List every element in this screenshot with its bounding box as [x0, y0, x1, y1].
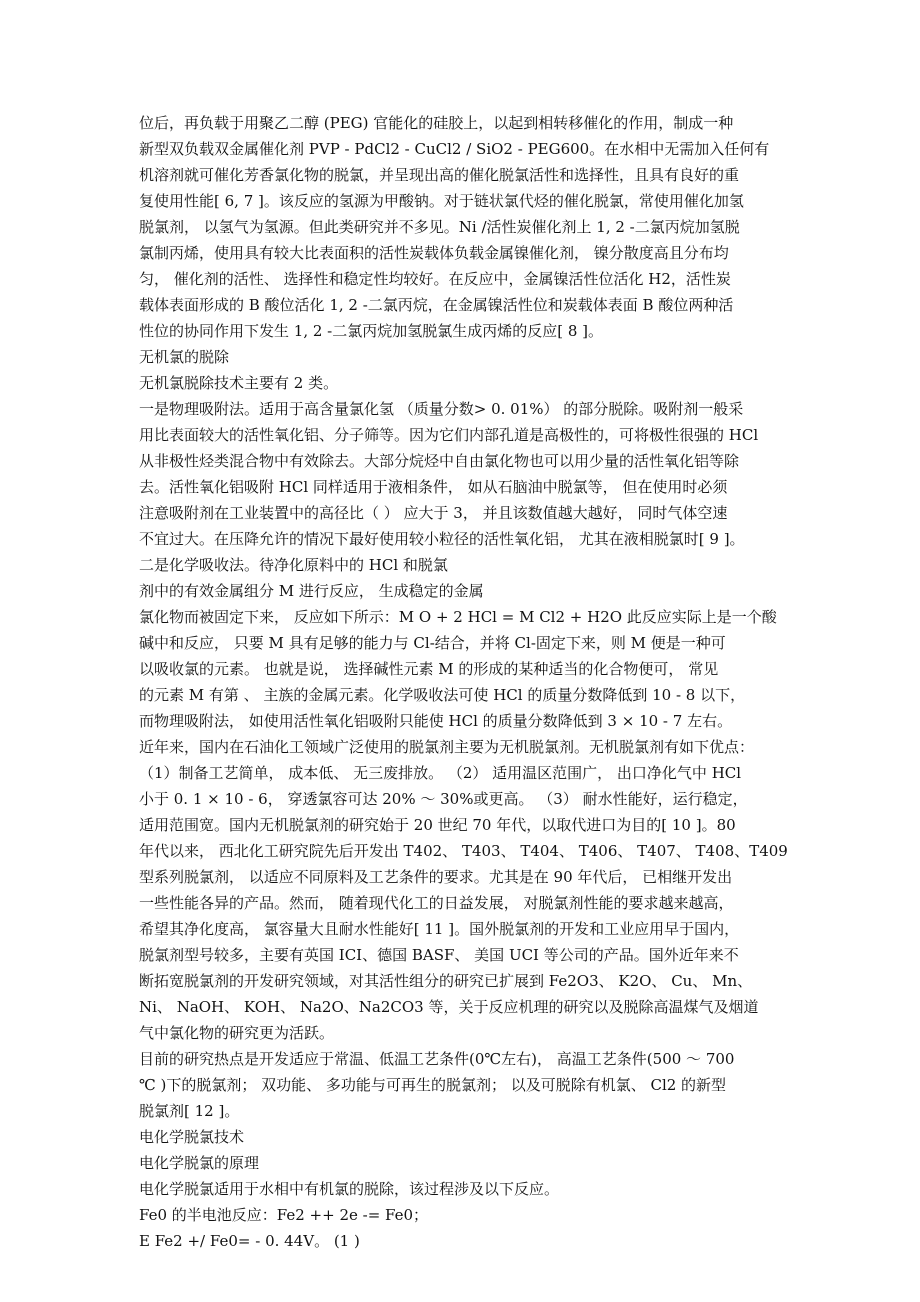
text-line: 碱中和反应， 只要 M 具有足够的能力与 Cl-结合，并将 Cl-固定下来，则 M 便是一种可 — [139, 634, 726, 652]
text-line: 小于 0. 1 × 10 - 6， 穿透氯容可达 20% ～ 30%或更高。 （3） 耐水性能好，运行稳定， — [139, 790, 748, 808]
text-line: 电化学脱氯的原理 — [139, 1154, 260, 1172]
text-line: 脱氯剂， 以氢气为氢源。但此类研究并不多见。Ni /活性炭催化剂上 1, 2 -二氯丙烷加氢脱 — [139, 218, 740, 236]
text-line: 以吸收氯的元素。 也就是说， 选择碱性元素 M 的形成的某种适当的化合物便可， 常见 — [139, 660, 719, 678]
text-line: 一是物理吸附法。适用于高含量氯化氢 （质量分数> 0. 01%） 的部分脱除。吸附剂一般采 — [139, 400, 744, 418]
text-line: 近年来，国内在石油化工领域广泛使用的脱氯剂主要为无机脱氯剂。无机脱氯剂有如下优点： — [139, 738, 755, 756]
text-line: 断拓宽脱氯剂的开发研究领域，对其活性组分的研究已扩展到 Fe2O3、 K2O、 Cu、 Mn、 — [139, 972, 753, 990]
text-line: 位后，再负载于用聚乙二醇 (PEG) 官能化的硅胶上，以起到相转移催化的作用，制成一种 — [139, 114, 734, 132]
text-line: 型系列脱氯剂， 以适应不同原料及工艺条件的要求。尤其是在 90 年代后， 已相继开发出 — [139, 868, 733, 886]
text-line: ℃ )下的脱氯剂； 双功能、 多功能与可再生的脱氯剂； 以及可脱除有机氯、 Cl2 的新型 — [139, 1076, 727, 1094]
text-line: 不宜过大。在压降允许的情况下最好使用较小粒径的活性氧化铝， 尤其在液相脱氯时[ 9 ]。 — [139, 530, 745, 548]
text-line: 载体表面形成的 B 酸位活化 1, 2 -二氯丙烷，在金属镍活性位和炭载体表面 B 酸位两种活 — [139, 296, 734, 314]
text-line: Ni、 NaOH、 KOH、 Na2O、Na2CO3 等，关于反应机理的研究以及脱除高温煤气及烟道 — [139, 998, 759, 1016]
text-line: 一些性能各异的产品。然而， 随着现代化工的日益发展， 对脱氯剂性能的要求越来越高， — [139, 894, 734, 912]
text-line: 脱氯剂[ 12 ]。 — [139, 1102, 240, 1120]
text-line: 从非极性烃类混合物中有效除去。大部分烷烃中自由氯化物也可以用少量的活性氧化铝等除 — [139, 452, 740, 470]
text-line: 机溶剂就可催化芳香氯化物的脱氯，并呈现出高的催化脱氯活性和选择性，且具有良好的重 — [139, 166, 740, 184]
text-line: 氯制丙烯，使用具有较大比表面积的活性炭载体负载金属镍催化剂， 镍分散度高且分布均 — [139, 244, 729, 262]
text-line: 适用范围宽。国内无机脱氯剂的研究始于 20 世纪 70 年代，以取代进口为目的[ 10 ]。80 — [139, 816, 736, 834]
text-line: 氯化物而被固定下来， 反应如下所示：M O + 2 HCl = M Cl2 + H2O 此反应实际上是一个酸 — [139, 608, 777, 626]
text-line: 剂中的有效金属组分 M 进行反应， 生成稳定的金属 — [139, 582, 484, 600]
text-line: 二是化学吸收法。待净化原料中的 HCl 和脱氯 — [139, 556, 448, 574]
text-line: 电化学脱氯适用于水相中有机氯的脱除，该过程涉及以下反应。 — [139, 1180, 560, 1198]
text-line: 匀， 催化剂的活性、 选择性和稳定性均较好。在反应中，金属镍活性位活化 H2，活性炭 — [139, 270, 731, 288]
text-line: 性位的协同作用下发生 1, 2 -二氯丙烷加氢脱氯生成丙烯的反应[ 8 ]。 — [139, 322, 604, 340]
text-line: （1）制备工艺简单， 成本低、 无三废排放。 （2） 适用温区范围广， 出口净化气中 HCl — [139, 764, 742, 782]
text-line: 注意吸附剂在工业装置中的高径比（ ） 应大于 3， 并且该数值越大越好， 同时气体空速 — [139, 504, 728, 522]
text-line: 年代以来， 西北化工研究院先后开发出 T402、 T403、 T404、 T406、 T407、 T408、T409 — [139, 842, 788, 860]
text-line: 脱氯剂型号较多，主要有英国 ICI、德国 BASF、 美国 UCI 等公司的产品。国外近年来不 — [139, 946, 739, 964]
text-line: 无机氯脱除技术主要有 2 类。 — [139, 374, 339, 392]
text-line: 用比表面较大的活性氧化铝、分子筛等。因为它们内部孔道是高极性的，可将极性很强的 HCl — [139, 426, 759, 444]
text-line: 气中氯化物的研究更为活跃。 — [139, 1024, 335, 1042]
text-line: E Fe2 +/ Fe0= - 0. 44V。 (1 ) — [139, 1232, 360, 1250]
text-line: 复使用性能[ 6, 7 ]。该反应的氢源为甲酸钠。对于链状氯代烃的催化脱氯，常使用催化加氢 — [139, 192, 744, 210]
text-line: 去。活性氧化铝吸附 HCl 同样适用于液相条件， 如从石脑油中脱氯等， 但在使用时必须 — [139, 478, 728, 496]
text-line: 电化学脱氯技术 — [139, 1128, 245, 1146]
text-line: 新型双负载双金属催化剂 PVP - PdCl2 - CuCl2 / SiO2 - PEG600。在水相中无需加入任何有 — [139, 140, 770, 158]
text-line: Fe0 的半电池反应：Fe2 ++ 2e -= Fe0； — [139, 1206, 429, 1224]
document-body — [139, 110, 789, 1254]
text-line: 而物理吸附法， 如使用活性氧化铝吸附只能使 HCl 的质量分数降低到 3 × 10 - 7 左右。 — [139, 712, 733, 730]
text-line: 的元素 M 有第 、 主族的金属元素。化学吸收法可使 HCl 的质量分数降低到 10 - 8 以下， — [139, 686, 746, 704]
text-line: 希望其净化度高， 氯容量大且耐水性能好[ 11 ]。国外脱氯剂的开发和工业应用早于国内， — [139, 920, 740, 938]
text-line: 无机氯的脱除 — [139, 348, 230, 366]
text-line: 目前的研究热点是开发适应于常温、低温工艺条件(0℃左右)， 高温工艺条件(500 ～ 700 — [139, 1050, 735, 1068]
